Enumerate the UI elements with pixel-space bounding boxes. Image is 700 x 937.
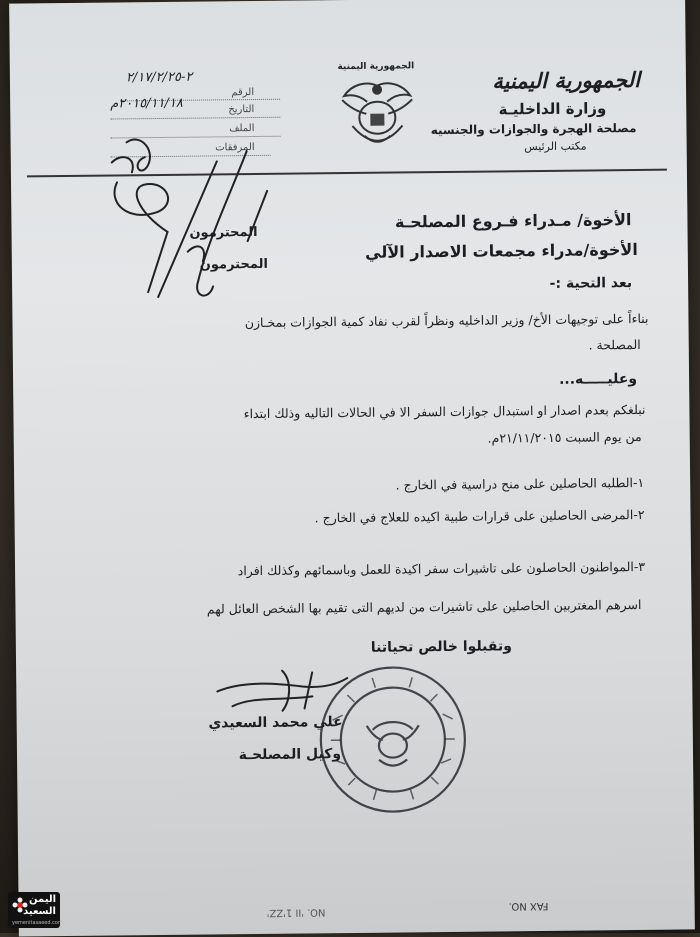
date-dotted-line — [110, 117, 280, 120]
official-stamp-icon — [312, 659, 474, 821]
watermark-name: اليمن السعيد — [23, 894, 56, 917]
list-item-2: ٢-المرضى الحاصلين على قرارات طبية اكيده للعلاج في الخارج . — [314, 506, 645, 526]
addressee-line-2: الأخوة/مدراء مجمعات الاصدار الآلي — [365, 239, 638, 262]
list-item-3-line-2: اسرهم المغتربين الحاصلين على تاشيرات من لديهم التى تقيم بها الشخص العائل لهم — [206, 596, 642, 617]
addressee-line-1: الأخوة/ مـدراء فـروع المصلحـة — [394, 210, 632, 232]
paragraph-2-line-1: نبلغكم بعدم اصدار او استبدال جوازات السفر الا في الحالات التاليه وذلك ابتداء — [243, 401, 646, 422]
watermark-url: yemenitasaeed.com — [12, 920, 63, 926]
signer-name: علي محمد السعيدي — [208, 714, 343, 732]
fax-label: FAX NO. — [508, 899, 549, 912]
paragraph-1-line-1: بناءاً على توجيهات الأخ/ وزير الداخليه ونظراً لقرب نفاد كمية الجوازات بمخـازن — [244, 310, 649, 331]
header-office: مكتب الرئيس — [524, 139, 587, 154]
document-page — [9, 0, 695, 937]
emblem-caption: الجمهورية اليمنية — [337, 61, 415, 73]
attachment-label: الملف — [229, 123, 255, 135]
list-item-3-line-1: ٣-المواطنون الحاصلون على تاشيرات سفر اكيدة للعمل وباسمائهم وكذلك افراد — [237, 558, 646, 579]
header-ministry: وزارة الداخليـة — [498, 99, 607, 119]
number-value: ٢-٢/١٧/٢/٢٥ — [125, 69, 193, 86]
handwritten-annotation-icon — [96, 120, 318, 312]
header-authority: مصلحة الهجرة والجوازات والجنسيه — [430, 121, 637, 138]
fax-number: NO. 'II 1'ZZ' — [266, 906, 326, 918]
eagle-emblem-icon — [322, 55, 433, 156]
paragraph-1-line-2: المصلحة . — [588, 336, 641, 353]
signer-title: وكيل المصلحـة — [238, 746, 342, 764]
watermark-logo — [8, 892, 63, 928]
date-value: ٢٠١٥/١١/١٨م — [110, 95, 183, 112]
list-item-1: ١-الطلبه الحاصلين على منح دراسية في الخارج . — [395, 474, 645, 493]
greeting: بعد التحية :- — [549, 275, 633, 292]
header-republic: الجمهورية اليمنية — [492, 66, 641, 94]
respected-label-1: المحترمون — [189, 224, 258, 241]
accordingly-heading: وعليـــــه... — [558, 371, 638, 388]
number-label: الرقم — [231, 87, 255, 99]
date-label: التاريخ — [228, 104, 255, 116]
respected-label-2: المحترمون — [199, 256, 268, 273]
closing-line: وتقبلوا خالص تحياتنا — [370, 638, 512, 656]
paragraph-2-line-2: من يوم السبت ٢١/١١/٢٠١٥م. — [487, 428, 642, 446]
enclosures-label: المرفقات — [215, 142, 255, 154]
